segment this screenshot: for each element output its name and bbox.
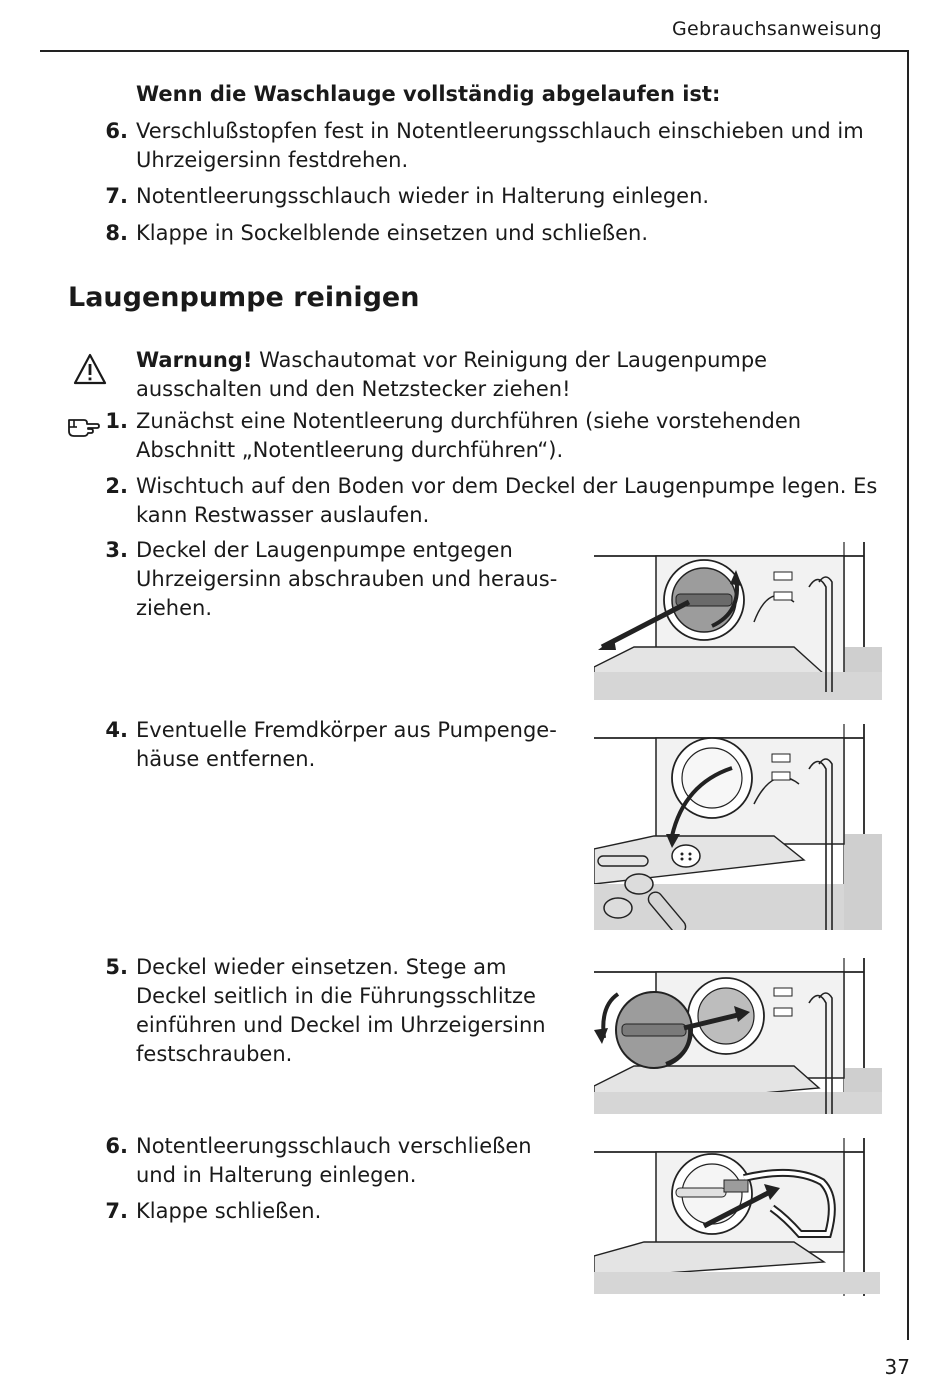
pointing-hand-icon: [66, 414, 102, 438]
step-text: Deckel wieder einsetzen. Stege am Deckel seitlich in die Führungsschlitze einführen und Deckel im Uhrzeigersinn festschrauben.: [136, 955, 546, 1066]
warning-icon: [72, 352, 108, 386]
step-number: 6.: [105, 119, 128, 143]
step-number: 3.: [105, 538, 128, 562]
running-header: Gebrauchsanweisung: [672, 18, 882, 40]
step-text: Notentleerungsschlauch verschließen und in Halterung einlegen.: [136, 1134, 532, 1187]
step-number: 2.: [105, 474, 128, 498]
step-number: 5.: [105, 955, 128, 979]
warning-text: Warnung! Waschautomat vor Reinigung der Laugenpumpe ausschalten und den Netzstecker ziehen!: [136, 348, 768, 401]
pump-cover-unscrew-illustration: [594, 542, 882, 700]
step-text: Notentleerungsschlauch wieder in Halterung einlegen.: [136, 184, 710, 208]
step-number: 1.: [105, 409, 128, 433]
step-text: Klappe in Sockelblende einsetzen und schließen.: [136, 221, 648, 245]
step-text: Verschlußstopfen fest in Notentleerungsschlauch einschieben und im Uhrzeigersinn festdrehen.: [136, 119, 864, 172]
side-rule: [907, 50, 909, 1340]
step-number: 7.: [105, 1199, 128, 1223]
step-text: Deckel der Laugenpumpe entgegen Uhrzeigersinn abschrauben und heraus- ziehen.: [136, 538, 558, 620]
step-text: Zunächst eine Notentleerung durchführen (siehe vorstehenden Abschnitt „Notentleerung durchführen“).: [136, 409, 802, 462]
warning-label: Warnung!: [136, 348, 253, 372]
step-number: 7.: [105, 184, 128, 208]
step-number: 6.: [105, 1134, 128, 1158]
step-text: Eventuelle Fremdkörper aus Pumpenge- häuse entfernen.: [136, 718, 557, 771]
section-title: Laugenpumpe reinigen: [68, 282, 420, 313]
step-number: 4.: [105, 718, 128, 742]
page-number: 37: [884, 1355, 910, 1379]
intro-heading: Wenn die Waschlauge vollständig abgelaufen ist:: [136, 82, 721, 106]
step-text: Klappe schließen.: [136, 1199, 322, 1223]
header-rule: [40, 50, 908, 52]
step-number: 8.: [105, 221, 128, 245]
pump-cover-reinsert-illustration: [594, 958, 882, 1114]
step-text: Wischtuch auf den Boden vor dem Deckel der Laugenpumpe legen. Es kann Restwasser auslaufen.: [136, 474, 878, 527]
drain-hose-close-illustration: [594, 1138, 882, 1296]
foreign-objects-illustration: [594, 724, 882, 930]
